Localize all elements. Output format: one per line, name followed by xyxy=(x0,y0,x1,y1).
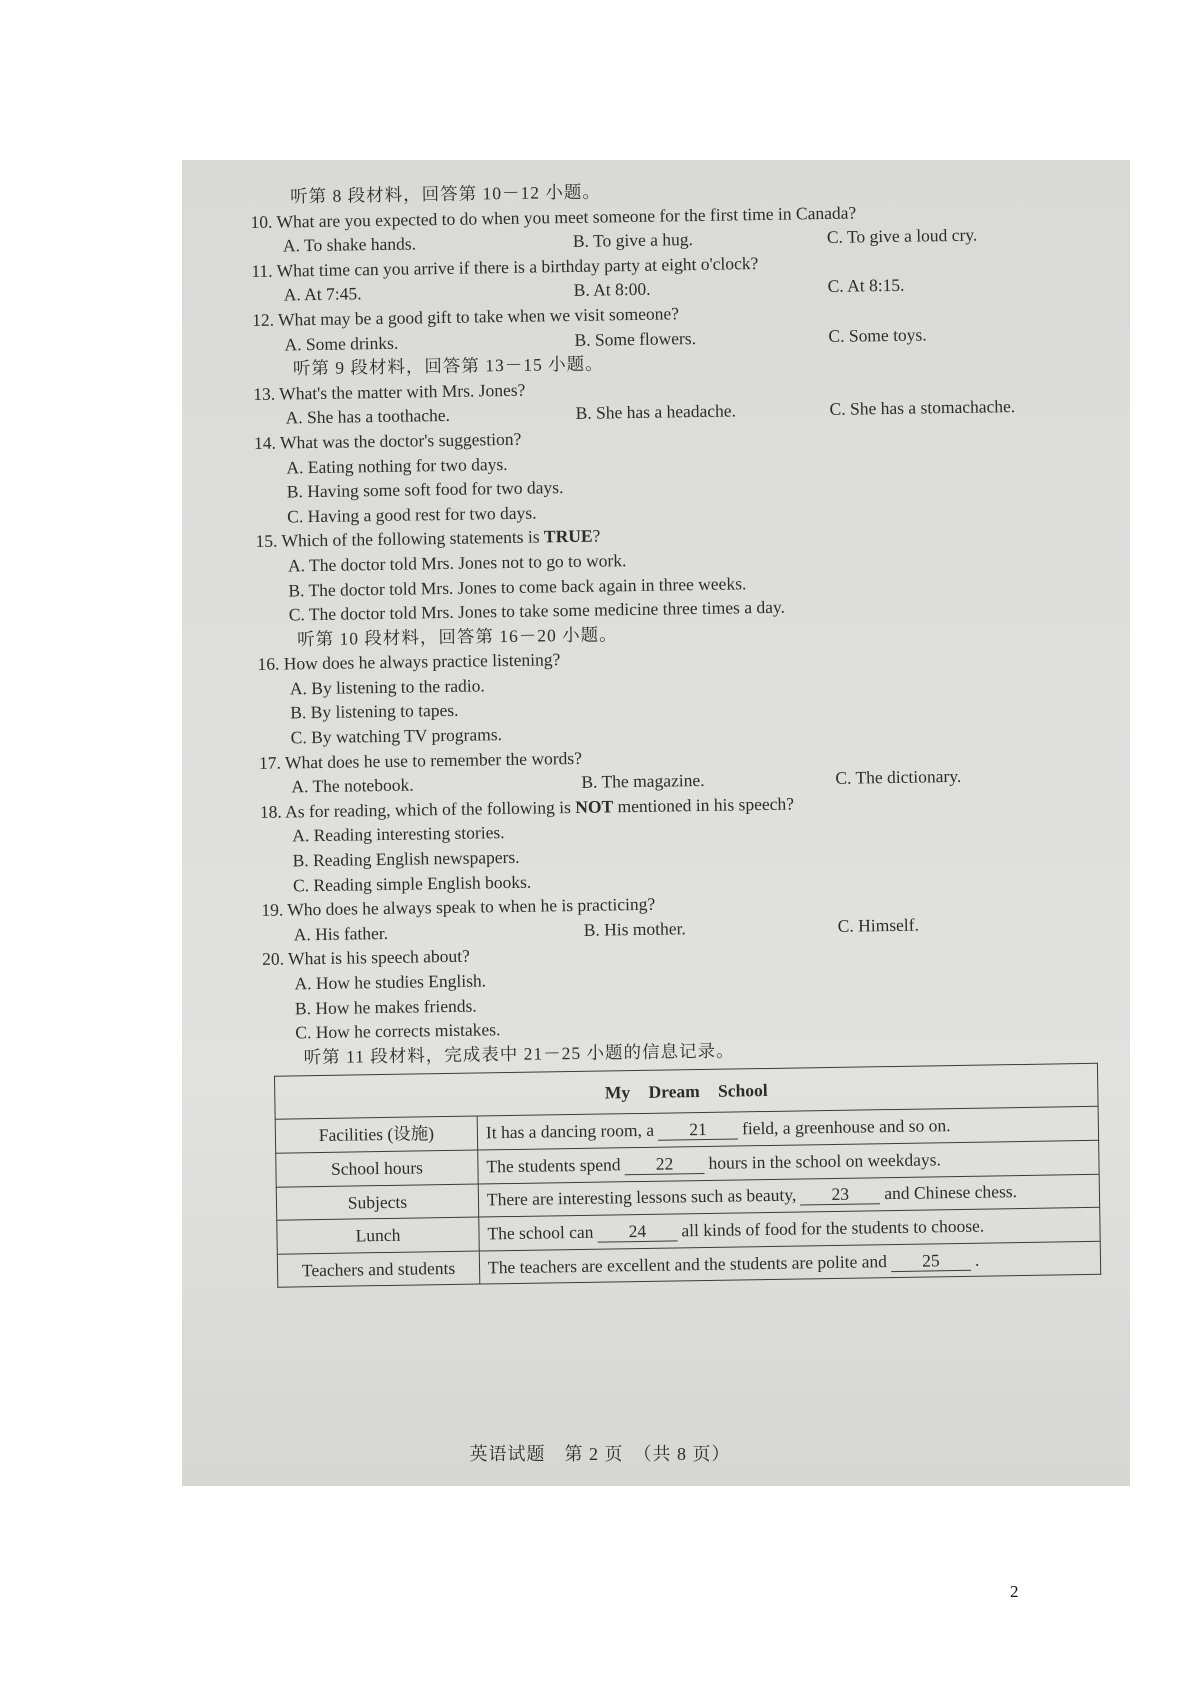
question-11: 11. What time can you arrive if there is a birthday party at eight o'clock? xyxy=(251,252,759,281)
question-15-emphasis: TRUE xyxy=(543,525,593,547)
option-12c: C. Some toys. xyxy=(828,323,927,346)
table-title: My Dream School xyxy=(275,1064,1099,1120)
question-10: 10. What are you expected to do when you meet someone for the first time in Canada? xyxy=(250,202,857,232)
question-17: 17. What does he use to remember the words? xyxy=(258,747,583,773)
blank-22: 22 xyxy=(624,1153,704,1175)
blank-25: 25 xyxy=(891,1249,971,1271)
option-16c: C. By watching TV programs. xyxy=(290,724,503,748)
option-13b: B. She has a headache. xyxy=(575,400,737,424)
page-number: 2 xyxy=(1010,1582,1019,1601)
row-text: There are interesting lessons such as beauty, xyxy=(486,1184,797,1210)
option-11c: C. At 8:15. xyxy=(827,275,905,297)
option-15c: C. The doctor told Mrs. Jones to take some medicine three times a day. xyxy=(288,596,786,625)
option-12b: B. Some flowers. xyxy=(574,327,697,350)
row-text: The students spend xyxy=(486,1154,621,1177)
question-18-end: mentioned in his speech? xyxy=(613,793,795,817)
row-text: It has a dancing room, a xyxy=(485,1119,655,1143)
option-12a: A. Some drinks. xyxy=(284,332,399,355)
option-19c: C. Himself. xyxy=(837,914,920,936)
row-text: The school can xyxy=(487,1221,594,1244)
option-14c: C. Having a good rest for two days. xyxy=(287,502,537,527)
exam-footer: 英语试题 第 2 页 （共 8 页） xyxy=(469,1444,731,1464)
option-10b: B. To give a hug. xyxy=(572,229,694,252)
option-19b: B. His mother. xyxy=(583,918,686,940)
question-15-end: ? xyxy=(592,525,601,546)
row-text: all kinds of food for the students to choose. xyxy=(681,1215,985,1241)
section-heading-8: 听第 8 段材料，回答第 10－12 小题。 xyxy=(290,181,602,207)
row-key: Subjects xyxy=(276,1184,479,1221)
row-key: School hours xyxy=(276,1150,479,1187)
blank-21: 21 xyxy=(658,1119,738,1141)
question-12: 12. What may be a good gift to take when we visit someone? xyxy=(251,303,680,330)
blank-23: 23 xyxy=(800,1184,880,1206)
section-heading-11: 听第 11 段材料，完成表中 21－25 小题的信息记录。 xyxy=(303,1040,735,1068)
question-19: 19. Who does he always speak to when he is practicing? xyxy=(261,893,656,921)
option-14a: A. Eating nothing for two days. xyxy=(286,453,508,477)
dream-school-table xyxy=(274,1063,1101,1288)
row-text: and Chinese chess. xyxy=(884,1181,1018,1204)
option-14b: B. Having some soft food for two days. xyxy=(286,477,564,502)
option-15b: B. The doctor told Mrs. Jones to come back again in three weeks. xyxy=(288,572,747,600)
section-heading-9: 听第 9 段材料，回答第 13－15 小题。 xyxy=(292,353,604,379)
section-heading-10: 听第 10 段材料，回答第 16－20 小题。 xyxy=(296,623,618,650)
exam-content xyxy=(250,172,1107,1288)
option-17b: B. The magazine. xyxy=(581,770,705,793)
option-13a: A. She has a toothache. xyxy=(285,405,451,428)
option-11b: B. At 8:00. xyxy=(573,279,651,301)
option-18c: C. Reading simple English books. xyxy=(292,871,532,896)
row-key: Facilities (设施) xyxy=(275,1116,478,1153)
option-19a: A. His father. xyxy=(293,922,389,945)
option-18a: A. Reading interesting stories. xyxy=(292,822,505,846)
row-text: field, a greenhouse and so on. xyxy=(741,1115,951,1139)
row-text: The teachers are excellent and the students are polite and xyxy=(487,1250,888,1277)
question-13: 13. What's the matter with Mrs. Jones? xyxy=(253,379,526,404)
question-18-text: 18. As for reading, which of the following is xyxy=(259,796,576,822)
row-key: Lunch xyxy=(277,1217,480,1254)
option-13c: C. She has a stomachache. xyxy=(829,396,1016,420)
question-20: 20. What is his speech about? xyxy=(262,946,470,970)
option-16a: A. By listening to the radio. xyxy=(289,675,485,699)
question-15-text: 15. Which of the following statements is xyxy=(255,526,545,552)
question-14: 14. What was the doctor's suggestion? xyxy=(253,428,522,453)
option-15a: A. The doctor told Mrs. Jones not to go to work. xyxy=(287,550,627,576)
option-10a: A. To shake hands. xyxy=(282,233,417,256)
option-16b: B. By listening to tapes. xyxy=(290,700,459,723)
blank-24: 24 xyxy=(597,1220,677,1242)
option-11a: A. At 7:45. xyxy=(283,283,362,305)
row-key: Teachers and students xyxy=(277,1251,480,1288)
option-17c: C. The dictionary. xyxy=(835,766,962,789)
row-text: . xyxy=(974,1249,980,1270)
option-10c: C. To give a loud cry. xyxy=(826,224,978,248)
option-17a: A. The notebook. xyxy=(291,774,414,797)
option-18b: B. Reading English newspapers. xyxy=(292,846,520,871)
question-18-emphasis: NOT xyxy=(575,796,614,817)
option-20b: B. How he makes friends. xyxy=(294,995,477,1018)
option-20a: A. How he studies English. xyxy=(294,970,487,994)
row-text: hours in the school on weekdays. xyxy=(708,1149,942,1173)
question-16: 16. How does he always practice listening? xyxy=(257,649,561,675)
option-20c: C. How he corrects mistakes. xyxy=(295,1019,501,1043)
